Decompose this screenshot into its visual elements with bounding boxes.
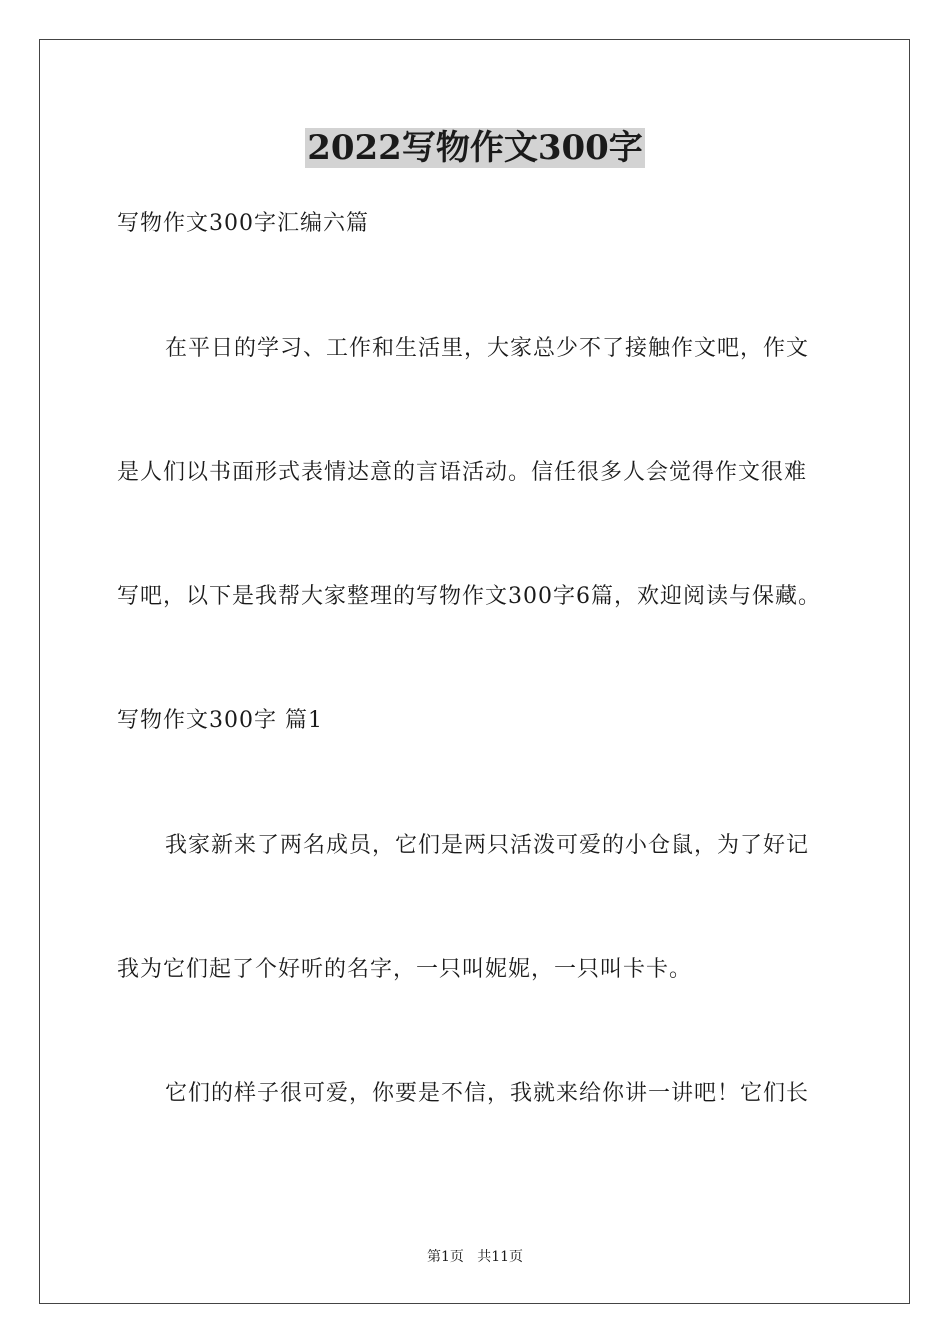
paragraph-line: 是人们以书面形式表情达意的言语活动。信任很多人会觉得作文很难	[117, 460, 808, 485]
paragraph-line: 它们的样子很可爱，你要是不信，我就来给你讲一讲吧！它们长	[165, 1081, 810, 1106]
paragraph-line: 我为它们起了个好听的名字，一只叫妮妮，一只叫卡卡。	[117, 957, 693, 982]
document-title	[0, 126, 950, 170]
paragraph-line: 我家新来了两名成员，它们是两只活泼可爱的小仓鼠，为了好记	[165, 833, 810, 858]
subtitle: 写物作文300字汇编六篇	[117, 211, 369, 236]
page-number: 第1页 共11页	[426, 1249, 524, 1265]
section-heading: 写物作文300字 篇1	[117, 708, 323, 733]
paragraph-line: 写吧，以下是我帮大家整理的写物作文300字6篇，欢迎阅读与保藏。	[117, 584, 821, 609]
title-text: 2022写物作文300字	[307, 128, 643, 168]
paragraph-line: 在平日的学习、工作和生活里，大家总少不了接触作文吧，作文	[165, 336, 810, 361]
